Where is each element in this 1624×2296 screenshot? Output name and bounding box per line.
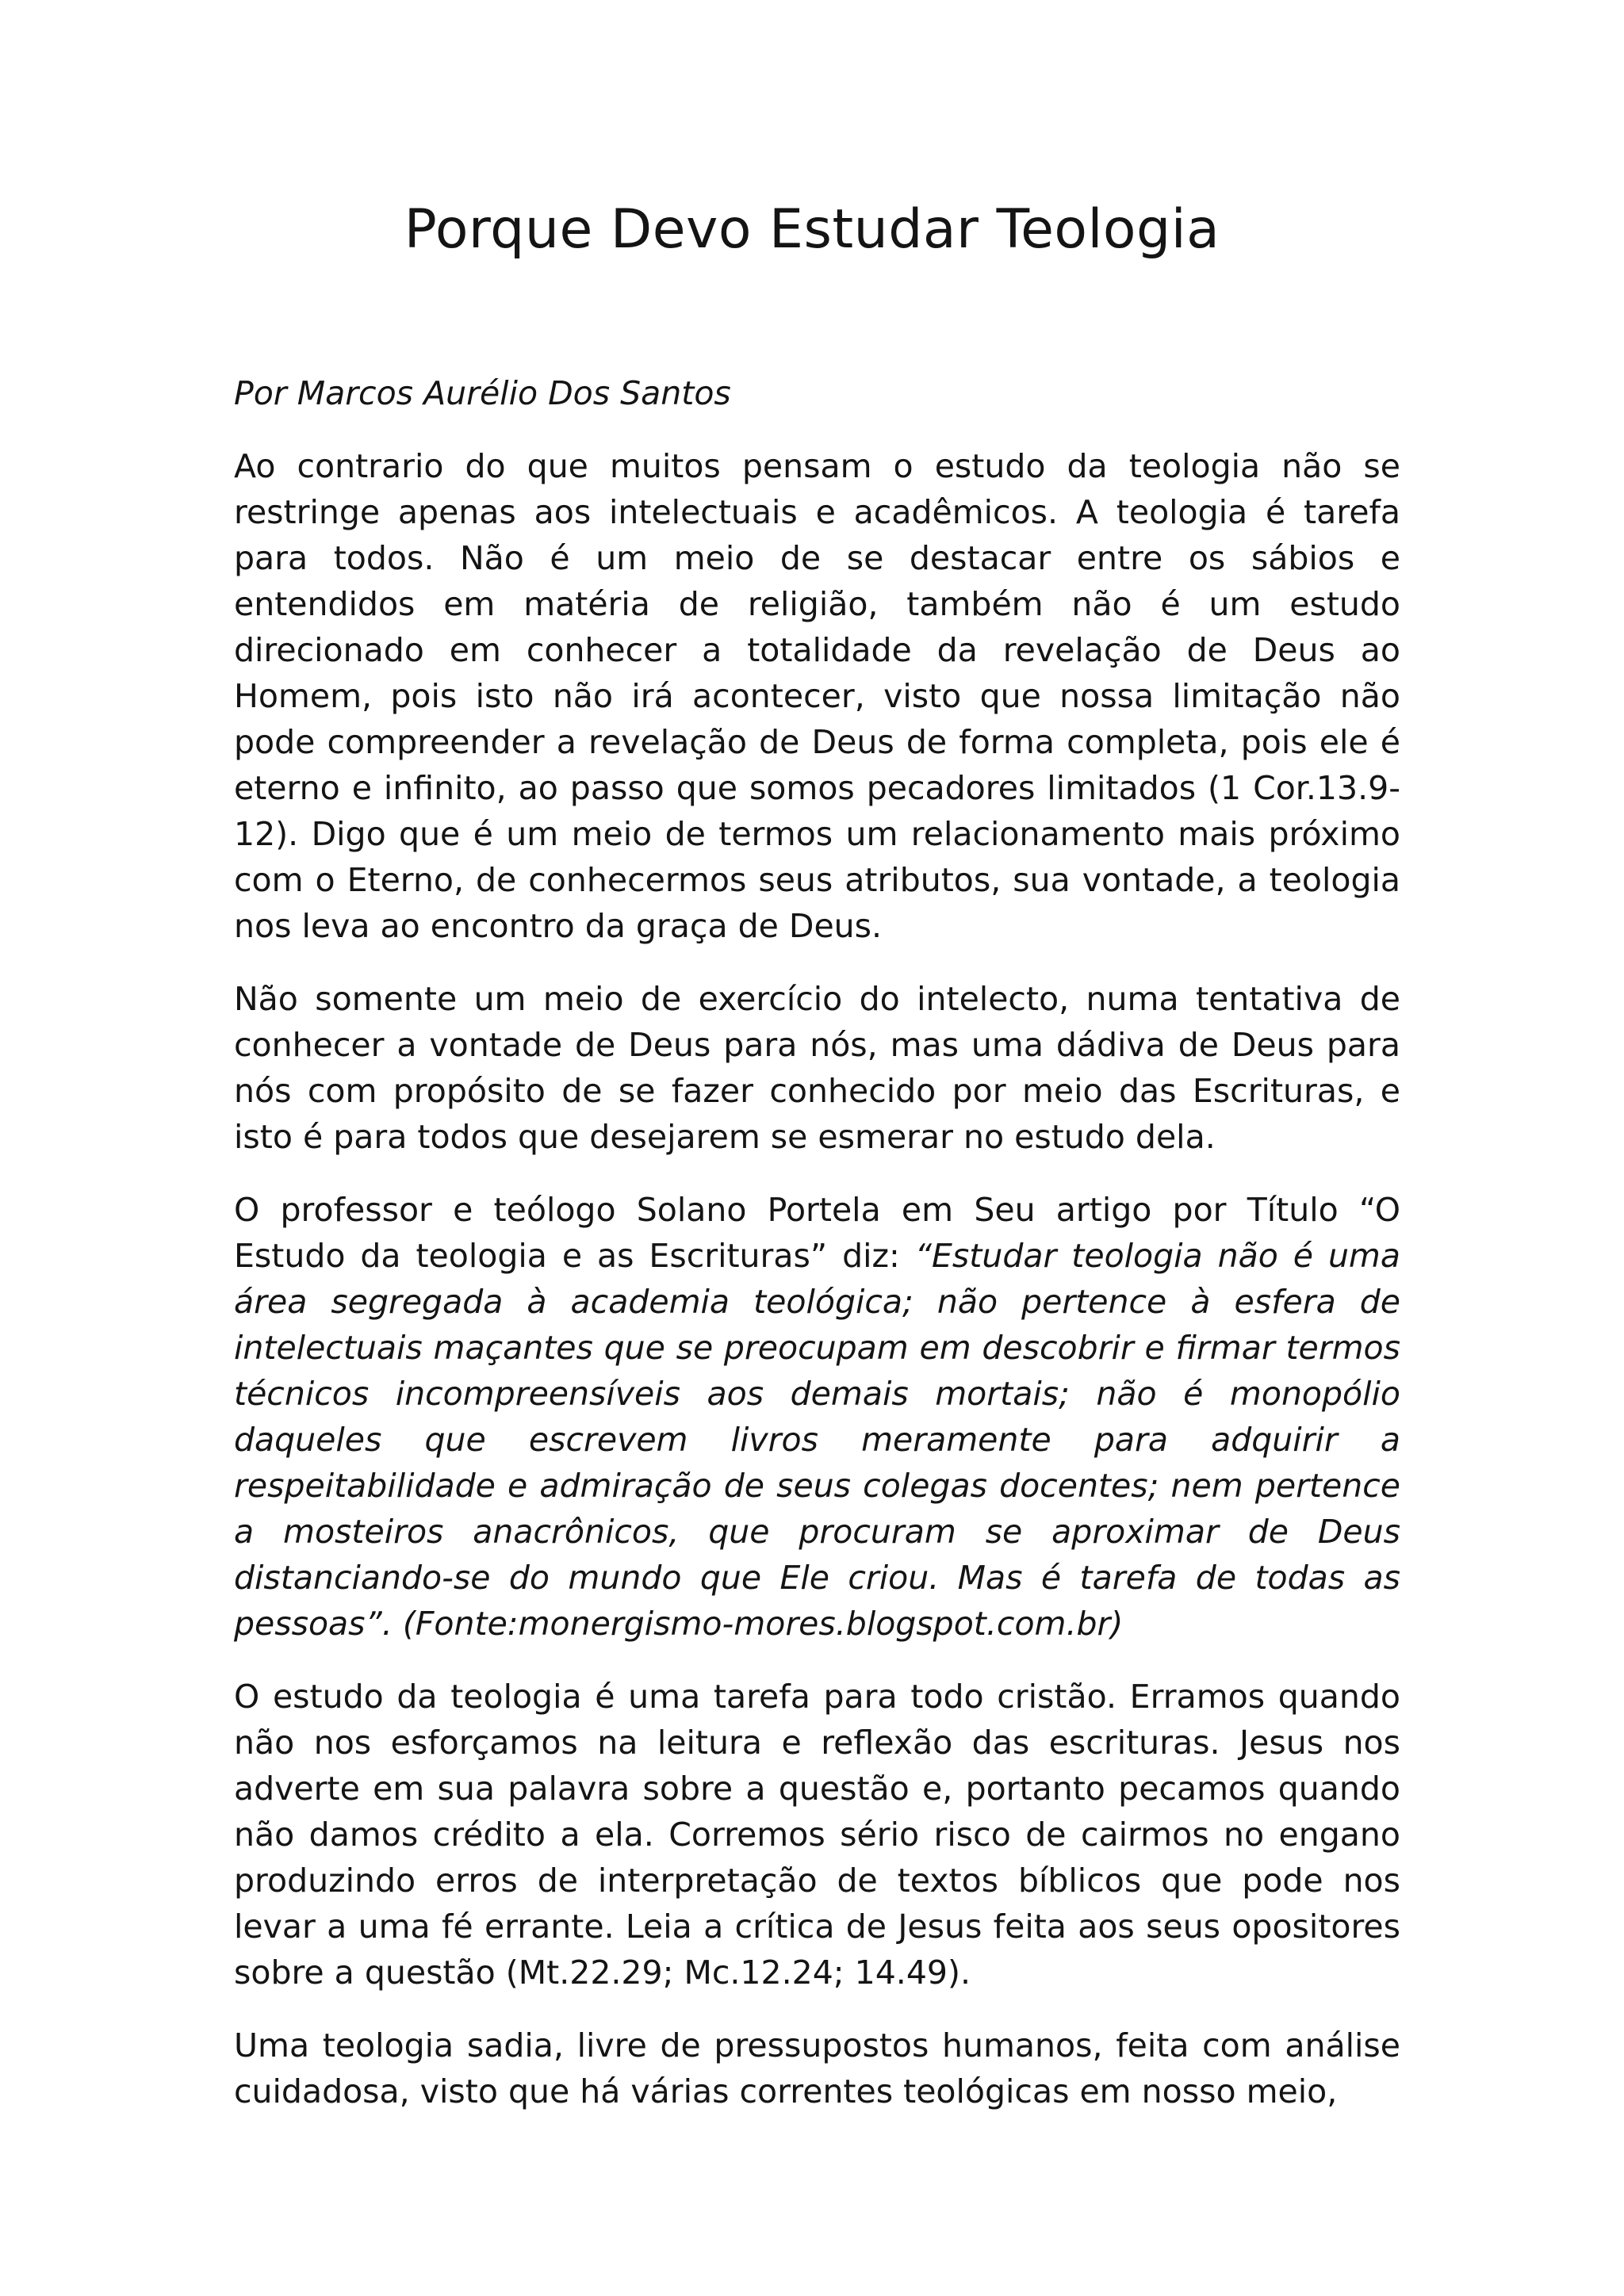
- paragraph-5: Uma teologia sadia, livre de pressupostos humanos, feita com análise cuidadosa, visto que há várias correntes teológicas em nosso meio,: [234, 2026, 1400, 2110]
- paragraph-1: Ao contrario do que muitos pensam o estudo da teologia não se restringe apenas aos intelectuais e acadêmicos. A teologia é tarefa para todos. Não é um meio de se destacar entre os sábios e entendidos em matéria de religião, também não é um estudo direcionado em conhecer a totalidade da revelação de Deus ao Homem, pois isto não irá acontecer, visto que nossa limitação não pode compreender a revelação de Deus de forma completa, pois ele é eterno e infinito, ao passo que somos pecadores limitados (1 Cor.13.9-12). Digo que é um meio de termos um relacionamento mais próximo com o Eterno, de conhecermos seus atributos, sua vontade, a teologia nos leva ao encontro da graça de Deus.: [234, 447, 1400, 945]
- paragraph-3-intro: O professor e teólogo Solano Portela em Seu artigo por Título “O Estudo da teologia e as Escrituras” diz:: [234, 1191, 1400, 1275]
- document-title: Porque Devo Estudar Teologia: [404, 198, 1220, 261]
- document-body: [234, 370, 1400, 2141]
- paragraph-2: Não somente um meio de exercício do intelecto, numa tentativa de conhecer a vontade de Deus para nós, mas uma dádiva de Deus para nós com propósito de se fazer conhecido por meio das Escrituras, e isto é para todos que desejarem se esmerar no estudo dela.: [234, 980, 1400, 1156]
- paragraph-4: O estudo da teologia é uma tarefa para todo cristão. Erramos quando não nos esforçamos na leitura e reflexão das escrituras. Jesus nos adverte em sua palavra sobre a questão e, portanto pecamos quando não damos crédito a ela. Corremos sério risco de cairmos no engano produzindo erros de interpretação de textos bíblicos que pode nos levar a uma fé errante. Leia a crítica de Jesus feita aos seus opositores sobre a questão (Mt.22.29; Mc.12.24; 14.49).: [234, 1678, 1400, 1992]
- author-line: Por Marcos Aurélio Dos Santos: [234, 374, 731, 412]
- paragraph-3: [234, 1187, 1400, 1647]
- paragraph-3-quote: “Estudar teologia não é uma área segregada à academia teológica; não pertence à esfera de intelectuais maçantes que se preocupam em descobrir e firmar termos técnicos incompreensíveis aos demais mortais; não é monopólio daqueles que escrevem livros meramente para adquirir a respeitabilidade e admiração de seus colegas docentes; nem pertence a mosteiros anacrônicos, que procuram se aproximar de Deus distanciando-se do mundo que Ele criou. Mas é tarefa de todas as pessoas”. (Fonte:monergismo-mores.blogspot.com.br): [234, 1237, 1400, 1643]
